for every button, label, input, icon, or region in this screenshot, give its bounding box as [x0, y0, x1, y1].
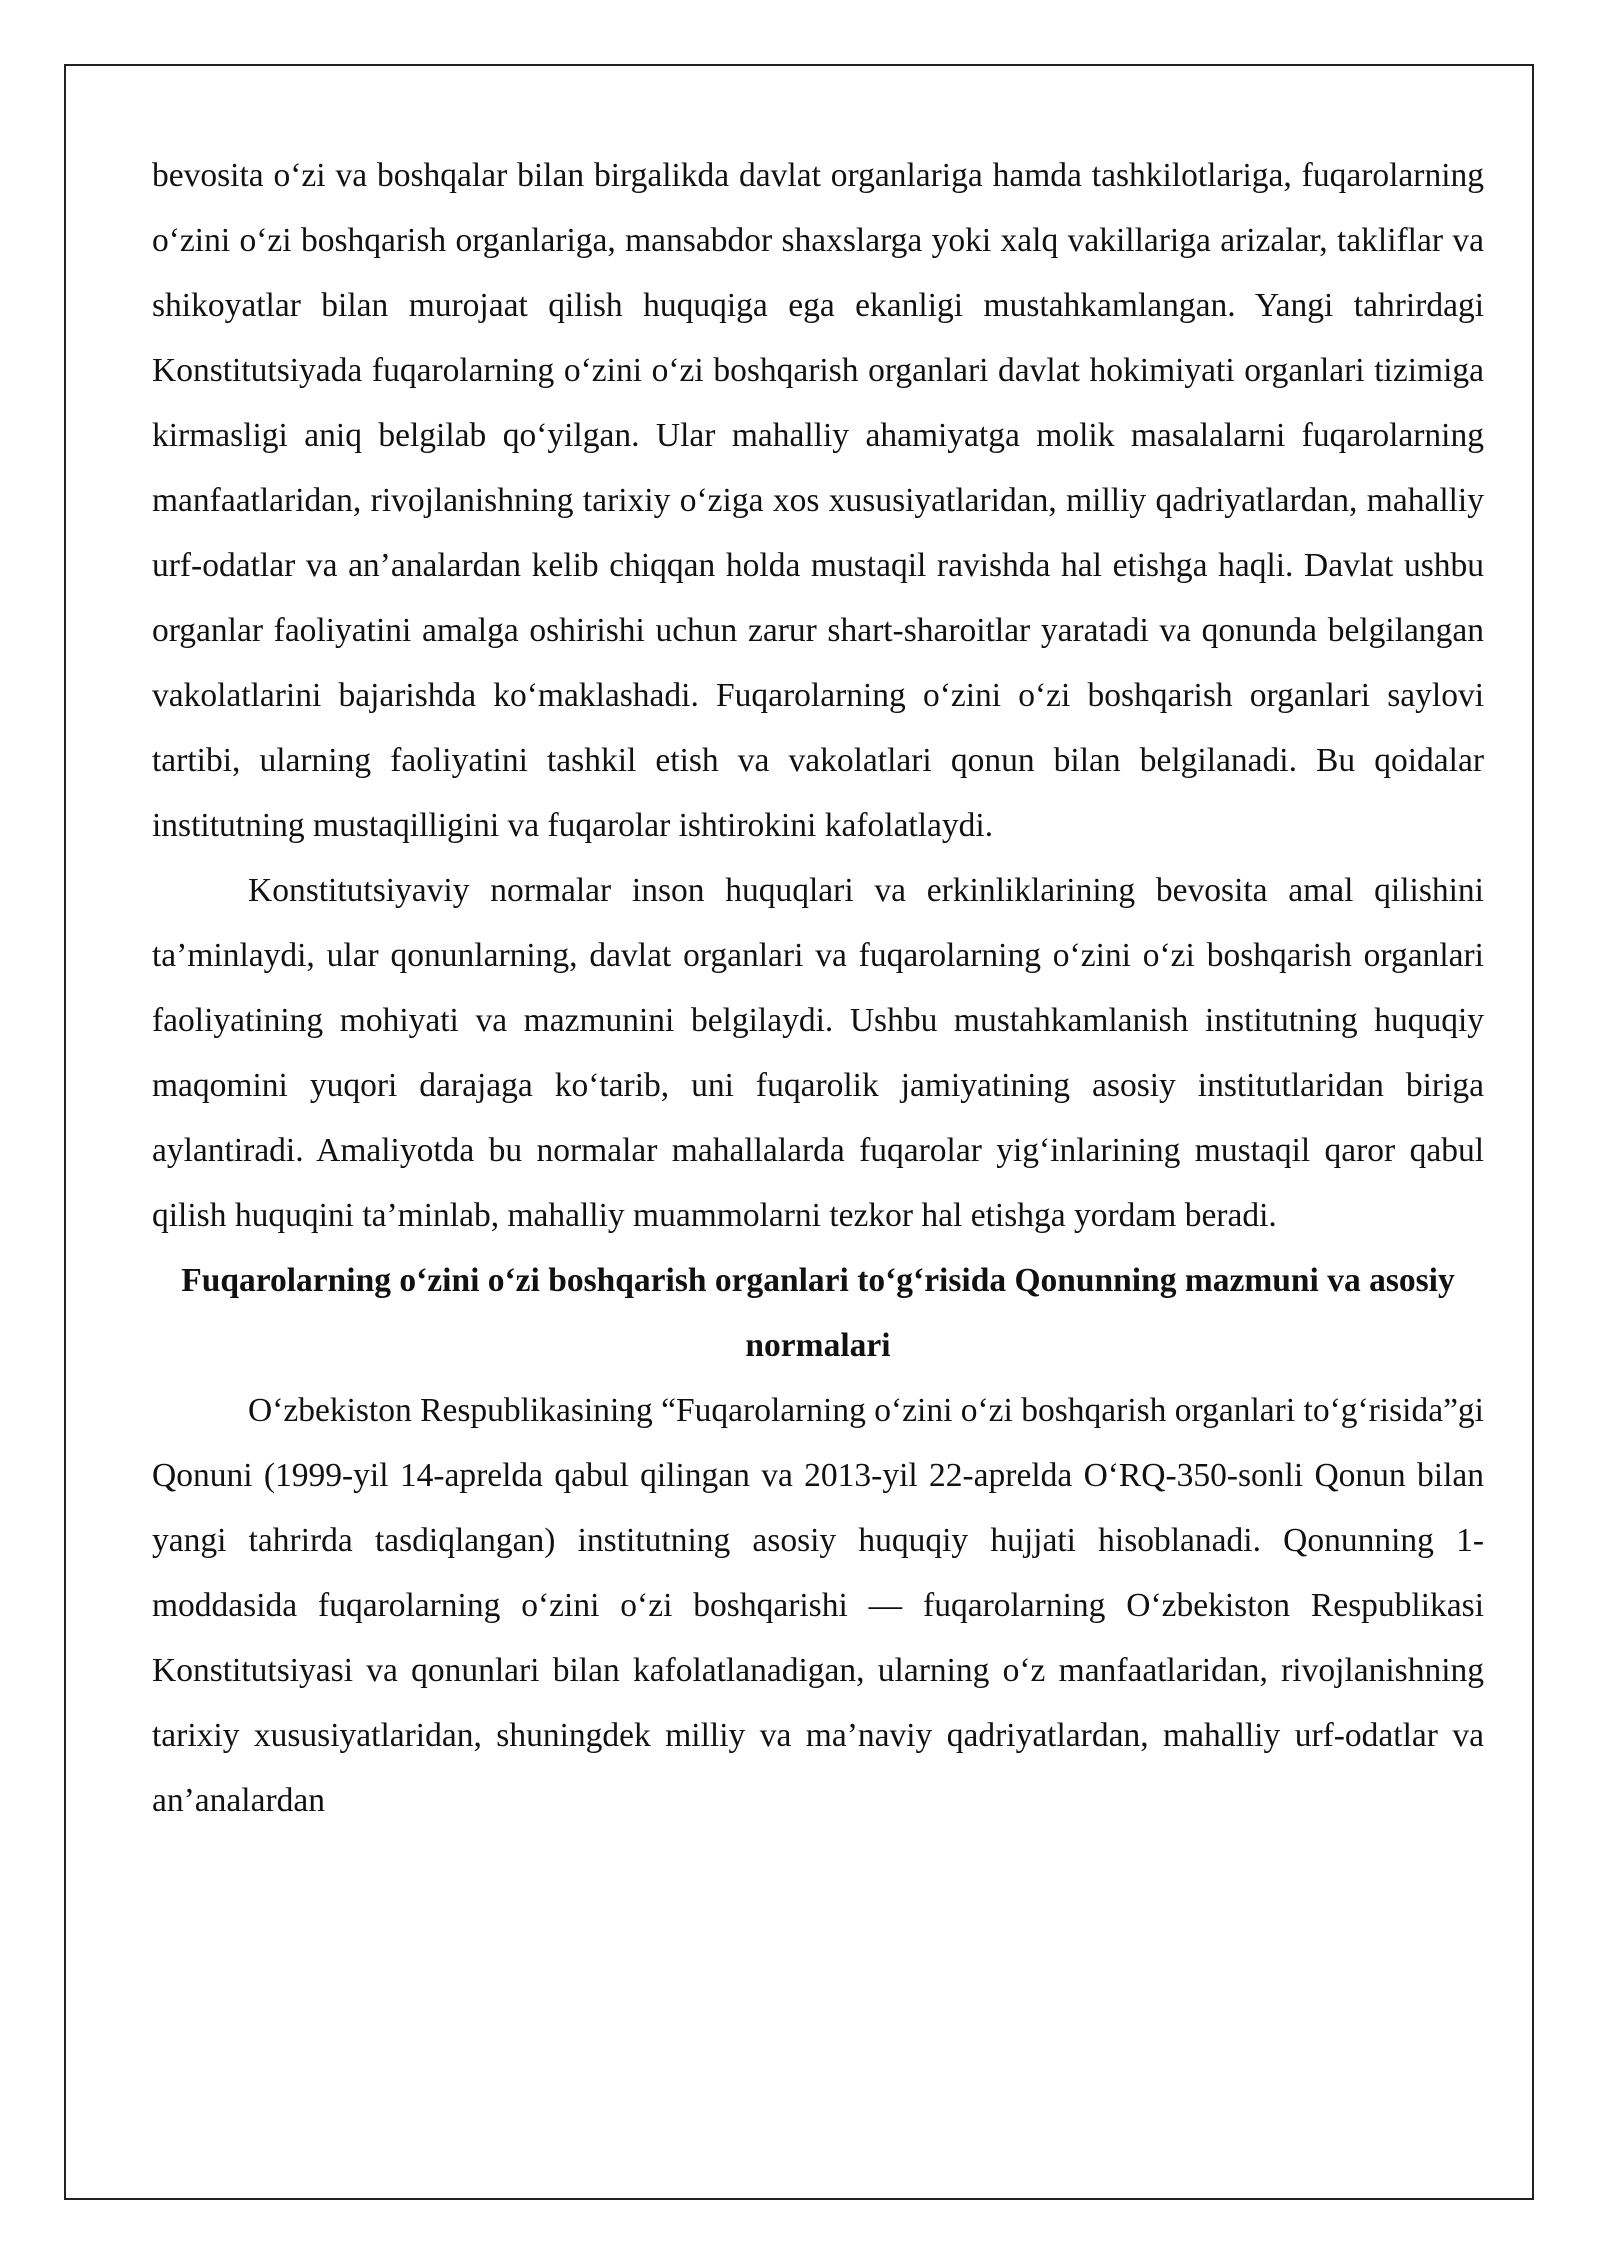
body-paragraph-1: bevosita o‘zi va boshqalar bilan birgalikda davlat organlariga hamda tashkilotlariga, fuqarolarning o‘zini o‘zi boshqarish organlariga, mansabdor shaxslarga yoki xalq vakillariga arizalar, takliflar va shikoyatlar bilan murojaat qilish huquqiga ega ekanligi mustahkamlangan. Yangi tahrirdagi Konstitutsiyada fuqarolarning o‘zini o‘zi boshqarish organlari davlat hokimiyati organlari tizimiga kirmasligi aniq belgilab qo‘yilgan. Ular mahalliy ahamiyatga molik masalalarni fuqarolarning manfaatlaridan, rivojlanishning tarixiy o‘ziga xos xususiyatlaridan, milliy qadriyatlardan, mahalliy urf-odatlar va an’analardan kelib chiqqan holda mustaqil ravishda hal etishga haqli. Davlat ushbu organlar faoliyatini amalga oshirishi uchun zarur shart-sharoitlar yaratadi va qonunda belgilangan vakolatlarini bajarishda ko‘maklashadi. Fuqarolarning o‘zini o‘zi boshqarish organlari saylovi tartibi, ularning faoliyatini tashkil etish va vakolatlari qonun bilan belgilanadi. Bu qoidalar institutning mustaqilligini va fuqarolar ishtirokini kafolatlaydi.	[152, 157, 1484, 844]
body-paragraph-3: O‘zbekiston Respublikasining “Fuqarolarning o‘zini o‘zi boshqarish organlari to‘g‘risida”gi Qonuni (1999-yil 14-aprelda qabul qilingan va 2013-yil 22-aprelda O‘RQ-350-sonli Qonun bilan yangi tahrirda tasdiqlangan) institutning asosiy huquqiy hujjati hisoblanadi. Qonunning 1-moddasida fuqarolarning o‘zini o‘zi boshqarishi — fuqarolarning O‘zbekiston Respublikasi Konstitutsiyasi va qonunlari bilan kafolatlanadigan, ularning o‘z manfaatlaridan, rivojlanishning tarixiy xususiyatlaridan, shuningdek milliy va ma’naviy qadriyatlardan, mahalliy urf-odatlar va an’analardan	[152, 1392, 1484, 1819]
section-heading: Fuqarolarning o‘zini o‘zi boshqarish organlari to‘g‘risida Qonunning mazmuni va asosiy normalari	[181, 1262, 1455, 1364]
document-body	[152, 143, 1484, 1833]
body-paragraph-2: Konstitutsiyaviy normalar inson huquqlari va erkinliklarining bevosita amal qilishini ta’minlaydi, ular qonunlarning, davlat organlari va fuqarolarning o‘zini o‘zi boshqarish organlari faoliyatining mohiyati va mazmunini belgilaydi. Ushbu mustahkamlanish institutning huquqiy maqomini yuqori darajaga ko‘tarib, uni fuqarolik jamiyatining asosiy institutlaridan biriga aylantiradi. Amaliyotda bu normalar mahallalarda fuqarolar yig‘inlarining mustaqil qaror qabul qilish huquqini ta’minlab, mahalliy muammolarni tezkor hal etishga yordam beradi.	[152, 872, 1484, 1234]
